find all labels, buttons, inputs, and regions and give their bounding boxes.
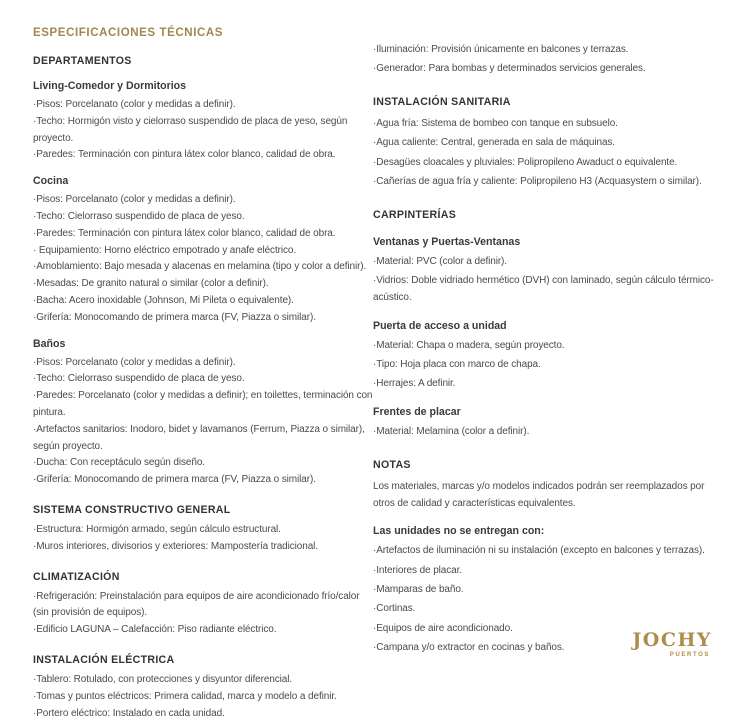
section-heading: INSTALACIÓN SANITARIA — [373, 96, 511, 109]
spec-line: ·Agua fría: Sistema de bombeo con tanque en subsuelo. — [373, 118, 618, 130]
spec-line: ·Iluminación: Provisión únicamente en balcones y terrazas. — [373, 44, 629, 55]
spec-line: ·Tipo: Hoja placa con marco de chapa. — [373, 358, 541, 370]
spec-line: ·Paredes: Terminación con pintura látex color blanco, calidad de obra. — [33, 149, 336, 161]
spec-line: ·Artefactos de iluminación ni su instalación (excepto en balcones y terrazas). — [373, 545, 705, 557]
section-heading: SISTEMA CONSTRUCTIVO GENERAL — [33, 503, 231, 516]
section-heading: INSTALACIÓN ELÉCTRICA — [33, 653, 175, 666]
page-title: ESPECIFICACIONES TÉCNICAS — [33, 27, 224, 39]
spec-line: ·Campana y/o extractor en cocinas y baños. — [373, 641, 565, 653]
spec-line: ·Mamparas de baño. — [373, 584, 464, 596]
spec-line: ·Refrigeración: Preinstalación para equipos de aire acondicionado frío/calor (sin provisión de equipos). — [33, 590, 360, 619]
spec-line: ·Ducha: Con receptáculo según diseño. — [33, 457, 205, 469]
spec-line: ·Material: Melamina (color a definir). — [373, 426, 530, 438]
spec-line: ·Grifería: Monocomando de primera marca (FV, Piazza o similar). — [33, 474, 316, 486]
spec-line: ·Muros interiores, divisorios y exteriores: Mampostería tradicional. — [33, 540, 318, 552]
spec-line: Los materiales, marcas y/o modelos indicados podrán ser reemplazados por otros de calidad y características equivalentes. — [373, 480, 705, 509]
spec-line: ·Herrajes: A definir. — [373, 378, 456, 390]
spec-line: ·Pisos: Porcelanato (color y medidas a definir). — [33, 356, 236, 368]
sub-heading: Baños — [33, 337, 66, 350]
left-column — [33, 48, 373, 722]
spec-line: · Equipamiento: Horno eléctrico empotrado y anafe eléctrico. — [33, 244, 297, 256]
spec-line: ·Agua caliente: Central, generada en sala de máquinas. — [373, 137, 615, 149]
sub-heading: Frentes de placar — [373, 406, 461, 419]
spec-line: ·Tablero: Rotulado, con protecciones y disyuntor diferencial. — [33, 673, 293, 685]
sub-heading: Puerta de acceso a unidad — [373, 319, 507, 332]
spec-line: ·Paredes: Porcelanato (color y medidas a definir); en toilettes, terminación con pintura. — [33, 390, 373, 418]
section-heading: DEPARTAMENTOS — [33, 55, 132, 67]
spec-line: ·Grifería: Monocomando de primera marca (FV, Piazza o similar). — [33, 311, 316, 323]
spec-line: ·Estructura: Hormigón armado, según cálculo estructural. — [33, 523, 281, 535]
brand-logo — [632, 630, 712, 659]
spec-line: ·Tomas y puntos eléctricos: Primera calidad, marca y modelo a definir. — [33, 690, 337, 702]
spec-line: ·Portero eléctrico: Instalado en cada unidad. — [33, 707, 225, 719]
section-heading: CARPINTERÍAS — [373, 208, 457, 221]
logo-tagline: PUERTOS — [669, 652, 710, 658]
spec-line: ·Vidrios: Doble vidriado hermético (DVH) con laminado, según cálculo térmico-acústico. — [373, 275, 714, 303]
sub-heading: Living-Comedor y Dormitorios — [33, 80, 187, 92]
right-column — [373, 42, 718, 659]
section-heading: CLIMATIZACIÓN — [33, 570, 120, 583]
spec-line: ·Material: Chapa o madera, según proyecto. — [373, 339, 565, 351]
spec-line: ·Pisos: Porcelanato (color y medidas a definir). — [33, 99, 236, 110]
spec-line: ·Techo: Cielorraso suspendido de placa de yeso. — [33, 373, 245, 385]
spec-line: ·Generador: Para bombas y determinados servicios generales. — [373, 63, 646, 75]
spec-line: ·Paredes: Terminación con pintura látex color blanco, calidad de obra. — [33, 227, 336, 239]
spec-line: ·Mesadas: De granito natural o similar (color a definir). — [33, 278, 269, 290]
spec-line: ·Techo: Hormigón visto y cielorraso suspendido de placa de yeso, según proyecto. — [33, 115, 348, 144]
spec-line: ·Bacha: Acero inoxidable (Johnson, Mi Pileta o equivalente). — [33, 294, 294, 306]
spec-line: ·Material: PVC (color a definir). — [373, 255, 507, 267]
sub-heading: Las unidades no se entregan con: — [373, 525, 545, 538]
spec-line: ·Desagües cloacales y pluviales: Polipropileno Awaduct o equivalente. — [373, 156, 678, 168]
spec-columns — [33, 44, 718, 722]
spec-line: ·Pisos: Porcelanato (color y medidas a definir). — [33, 194, 236, 206]
spec-line: ·Edificio LAGUNA – Calefacción: Piso radiante eléctrico. — [33, 624, 277, 636]
spec-line: ·Artefactos sanitarios: Inodoro, bidet y lavamanos (Ferrum, Piazza o similar), según proyecto. — [33, 423, 365, 452]
sub-heading: Cocina — [33, 175, 69, 188]
spec-line: ·Techo: Cielorraso suspendido de placa de yeso. — [33, 210, 245, 222]
logo-wordmark: JOCHY — [632, 629, 712, 651]
section-heading: NOTAS — [373, 458, 411, 471]
spec-line: ·Cortinas. — [373, 603, 416, 615]
spec-line: ·Amoblamiento: Bajo mesada y alacenas en melamina (tipo y color a definir). — [33, 261, 367, 273]
spec-line: ·Cañerías de agua fría y caliente: Polipropileno H3 (Acquasystem o similar). — [373, 175, 702, 187]
spec-line: ·Interiores de placar. — [373, 564, 462, 576]
sub-heading: Ventanas y Puertas-Ventanas — [373, 235, 521, 248]
spec-line: ·Equipos de aire acondicionado. — [373, 622, 513, 634]
